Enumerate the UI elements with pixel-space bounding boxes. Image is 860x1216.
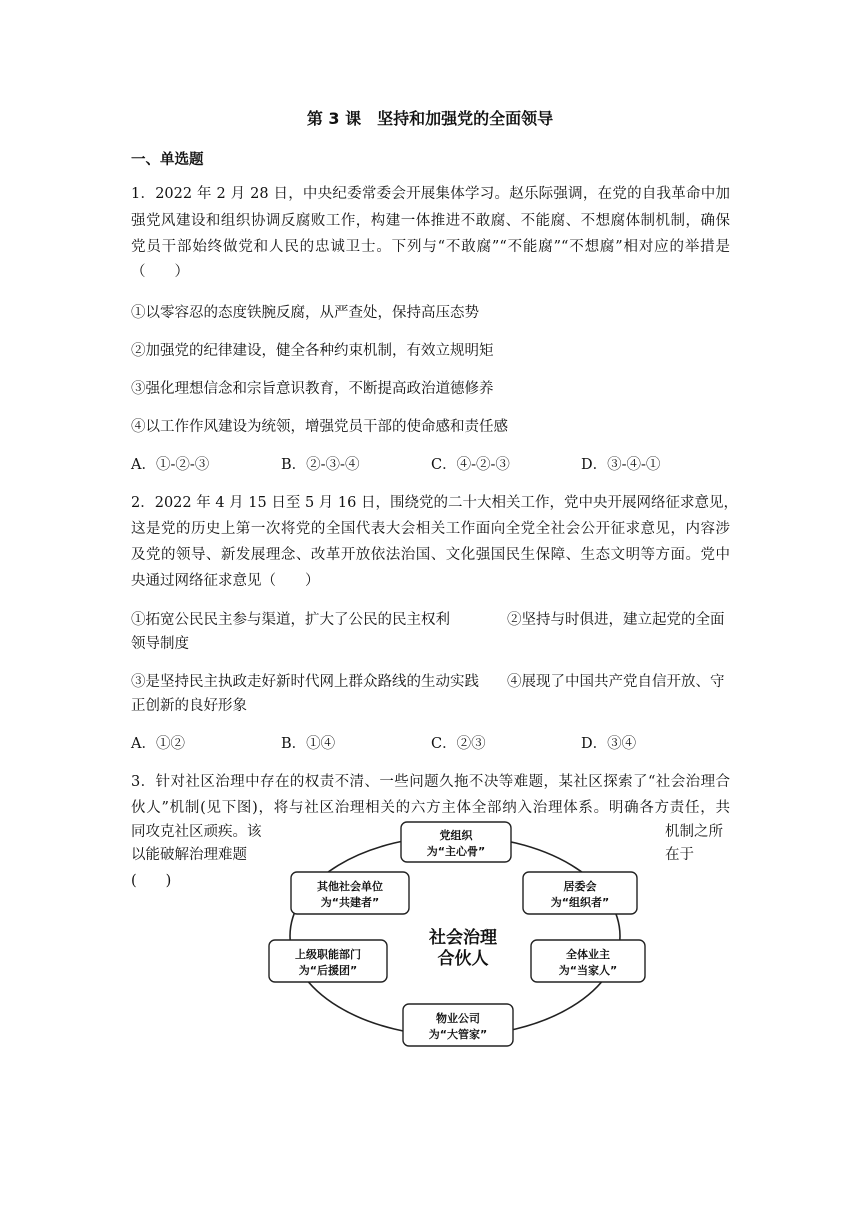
node-label: 物业公司 <box>436 1012 480 1025</box>
section-heading: 一、单选题 <box>131 152 204 168</box>
node-all-owners <box>531 940 645 982</box>
question-stem-line: 央通过网络征求意见（ ） <box>131 573 320 589</box>
node-role: 为“当家人” <box>558 964 618 977</box>
statement-item: ③是坚持民主执政走好新时代网上群众路线的生动实践 <box>131 674 479 690</box>
question-stem-line: 强党风建设和组织协调反腐败工作，构建一体推进不敢腐、不能腐、不想腐体制机制，确保 <box>131 213 730 229</box>
node-label: 上级职能部门 <box>295 948 361 961</box>
node-role: 为“后援团” <box>298 964 358 977</box>
question-stem-line: 伙人”机制(见下图)，将与社区治理相关的六方主体全部纳入治理体系。明确各方责任，共 <box>131 800 730 816</box>
statement-item-continuation: 领导制度 <box>131 636 189 652</box>
node-role: 为“共建者” <box>320 896 380 909</box>
option-d: D．③④ <box>581 736 637 752</box>
option-d: D．③-④-① <box>581 457 661 473</box>
question-stem-line: 机制之所 <box>665 824 723 840</box>
node-label: 居委会 <box>563 880 597 893</box>
node-label: 全体业主 <box>566 948 610 961</box>
governance-partner-diagram <box>255 818 670 1053</box>
diagram-center-line: 社会治理 <box>429 928 497 948</box>
statement-item: ③强化理想信念和宗旨意识教育，不断提高政治道德修养 <box>131 381 494 397</box>
question-stem-line: 在于 <box>665 847 694 863</box>
node-party-organization <box>401 822 511 862</box>
answer-blank: （ ） <box>131 264 189 280</box>
option-b: B．②-③-④ <box>281 457 360 473</box>
page-title: 第 3 课 坚持和加强党的全面领导 <box>306 109 554 128</box>
node-role: 为“组织者” <box>550 896 610 909</box>
option-a: A．①② <box>131 736 185 752</box>
node-property-company <box>403 1004 513 1046</box>
option-a: A．①-②-③ <box>131 457 210 473</box>
node-label: 党组织 <box>439 829 473 842</box>
statement-item: ①以零容忍的态度铁腕反腐，从严查处，保持高压态势 <box>131 305 479 321</box>
question-stem-line: 2．2022 年 4 月 15 日至 5 月 16 日，围绕党的二十大相关工作，党中央开展网络征求意见， <box>131 495 738 511</box>
question-stem-line: 3．针对社区治理中存在的权责不清、一些问题久拖不决等难题，某社区探索了“社会治理合 <box>131 774 730 790</box>
statement-item: ④展现了中国共产党自信开放、守 <box>507 674 725 690</box>
node-role: 为“大管家” <box>428 1028 488 1041</box>
option-c: C．②③ <box>431 736 486 752</box>
question-stem-line: 同攻克社区顽疾。该 <box>131 824 262 840</box>
question-stem-line: 以能破解治理难题 <box>131 847 247 863</box>
question-stem-line: 这是党的历史上第一次将党的全国代表大会相关工作面向全党全社会公开征求意见，内容涉 <box>131 521 730 537</box>
statement-item: ②坚持与时俱进，建立起党的全面 <box>507 612 725 628</box>
diagram-center-line: 合伙人 <box>437 949 489 969</box>
statement-item: ①拓宽公民民主参与渠道，扩大了公民的民主权利 <box>131 612 450 628</box>
option-b: B．①④ <box>281 736 336 752</box>
node-role: 为“主心骨” <box>426 845 486 858</box>
question-stem-line: 及党的领导、新发展理念、改革开放依法治国、文化强国民生保障、生态文明等方面。党中 <box>131 547 730 563</box>
node-label: 其他社会单位 <box>317 880 383 893</box>
question-stem-line: 1．2022 年 2 月 28 日，中央纪委常委会开展集体学习。赵乐际强调，在党的自我革命中加 <box>131 186 730 202</box>
node-higher-departments <box>269 940 387 982</box>
node-residents-committee <box>523 872 637 914</box>
node-other-social-units <box>291 872 409 914</box>
statement-item: ④以工作作风建设为统领，增强党员干部的使命感和责任感 <box>131 419 508 435</box>
question-stem-line: 党员干部始终做党和人民的忠诚卫士。下列与“不敢腐”“不能腐”“不想腐”相对应的举措是 <box>131 239 730 255</box>
option-c: C．④-②-③ <box>431 457 510 473</box>
statement-item: ②加强党的纪律建设，健全各种约束机制，有效立规明矩 <box>131 343 494 359</box>
statement-item-continuation: 正创新的良好形象 <box>131 698 247 714</box>
answer-blank: ( ) <box>131 873 172 889</box>
